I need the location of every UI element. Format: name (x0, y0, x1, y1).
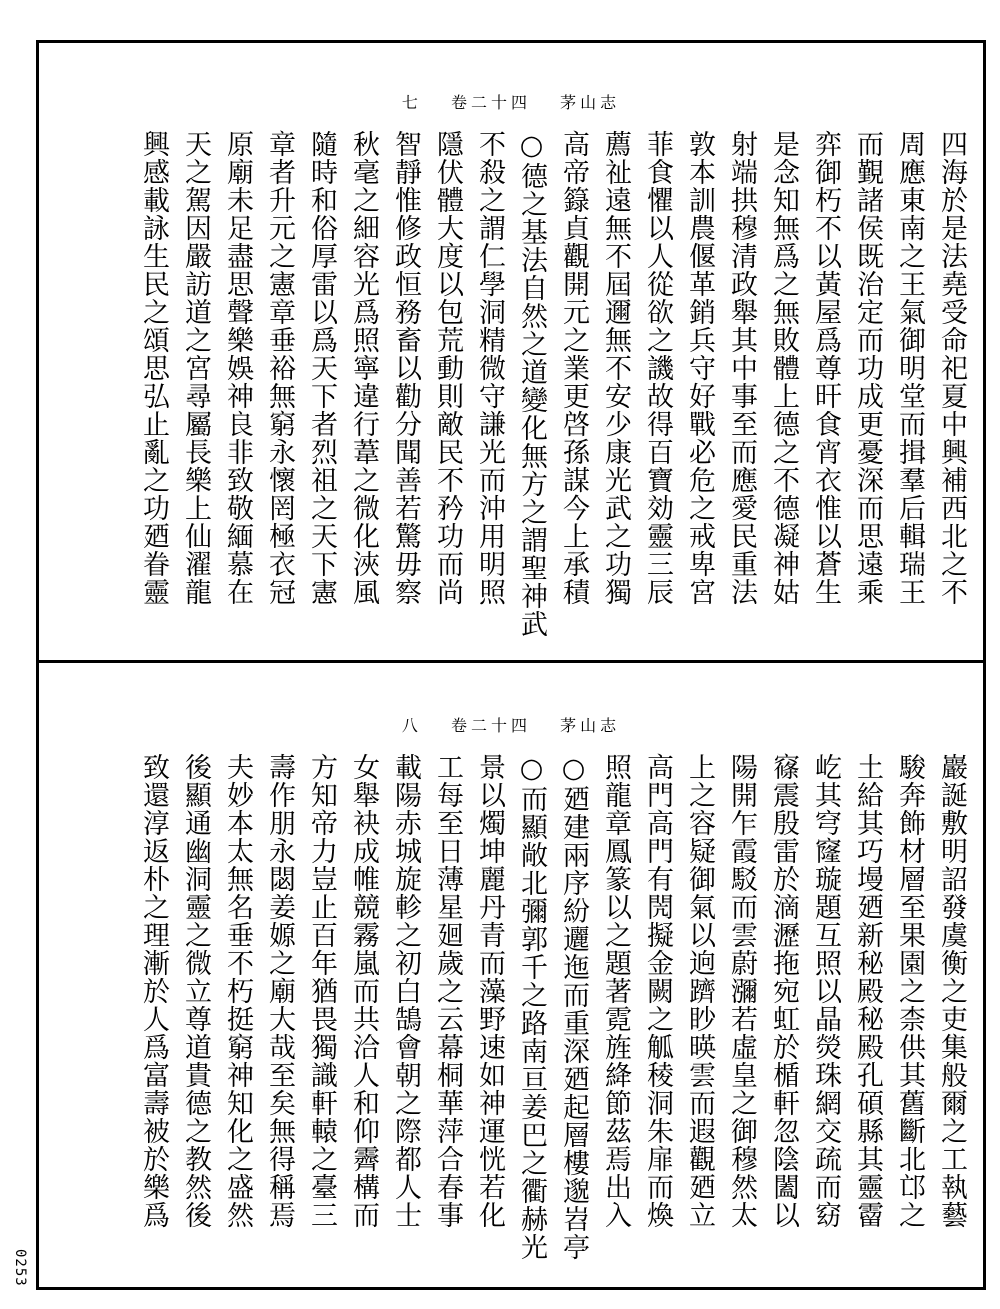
text-column: 致還淳返朴之理漸於人爲富壽被於樂爲 (138, 753, 169, 1229)
text-column: 後顯通幽洞靈之微立尊道貴德之教然後 (180, 753, 211, 1229)
lower-text-columns (132, 753, 972, 1278)
upper-page (36, 40, 986, 660)
text-column: 夫妙本太無名垂不朽挺窮神知化之盛然 (222, 753, 253, 1229)
text-column: 壽作朋永閟姜嫄之廟大哉至矣無得稱焉 (264, 753, 295, 1229)
text-column: 窱震殷雷於滴瀝拖宛虹於楯軒忽陰闔以 (768, 753, 799, 1229)
lower-page (36, 663, 986, 1290)
archive-page-number: 0253 (12, 1249, 28, 1287)
text-column: 智靜惟修政恒務畜以勸分聞善若驚毋察 (390, 130, 421, 606)
text-column: 薦祉遠無不屆邇無不安少康光武之功獨 (600, 130, 631, 606)
text-column: 方知帝力豈止百年猶畏獨識軒轅之臺三 (306, 753, 337, 1229)
text-column: 是念知無爲之無敗體上德之不德凝神姑 (768, 130, 799, 606)
text-column: 秋毫之細容光爲照寧違行葦之微化浹風 (348, 130, 379, 606)
text-column: 照龍章鳳篆以之題著霓旌絳節茲焉出入 (600, 753, 631, 1229)
text-column: ○而顯敞北彌郭千之路南亘姜巴之衢赫光 (516, 753, 547, 1261)
text-column: 興感載詠生民之頌思弘止亂之功廼眷靈 (138, 130, 169, 606)
upper-page-header (36, 90, 986, 113)
text-column: 而覲諸侯既治定而功成更憂深而思遠乘 (852, 130, 883, 606)
text-column: 景以燭坤麗丹青而藻野速如神運恍若化 (474, 753, 505, 1229)
header-page-number: 八 (401, 716, 422, 735)
lower-page-header (36, 713, 986, 736)
text-column: 隨時和俗厚雷以爲天下者烈祖之天下憲 (306, 130, 337, 606)
header-volume: 卷二十四 (450, 716, 531, 735)
upper-text-columns (132, 130, 972, 650)
text-column: ○廼建兩序紛邐迤而重深廼起層樓邈岧亭 (558, 753, 589, 1261)
text-column: 陽開乍霞駁而雲蔚瀰若虛皇之御穆然太 (726, 753, 757, 1229)
header-volume: 卷二十四 (450, 93, 531, 112)
text-column: 周應東南之王氣御明堂而揖羣后輯瑞王 (894, 130, 925, 606)
text-column: 不殺之謂仁學洞精微守謙光而沖用明照 (474, 130, 505, 606)
text-column: 屹其穹窿璇題互照以晶熒珠網交疏而窈 (810, 753, 841, 1229)
text-column: 工每至日薄星廻歲之云幕桐華萍合春事 (432, 753, 463, 1229)
text-column: 弈御朽不以黃屋爲尊旰食宵衣惟以蒼生 (810, 130, 841, 606)
text-column: 四海於是法堯受命祀夏中興補西北之不 (936, 130, 967, 606)
text-column: 巖誕敷明詔發虞衡之吏集般爾之工執藝 (936, 753, 967, 1229)
text-column: 高帝籙貞觀開元之業更啓孫謀今上承積 (558, 130, 589, 606)
text-column: 隱伏體大度以包荒動則敵民不矜功而尚 (432, 130, 463, 606)
text-column: 駿奔飾材層至果園之柰供其舊斷北邙之 (894, 753, 925, 1229)
text-column: ○德之基法自然之道變化無方之謂聖神武 (516, 130, 547, 638)
header-book-title: 茅山志 (560, 93, 621, 112)
text-column: 女舉袂成帷競霧嵐而共洽人和仰霽構而 (348, 753, 379, 1229)
text-column: 章者升元之憲章垂裕無窮永懷罔極衣冠 (264, 130, 295, 606)
text-column: 載陽赤城旋軫之初白鵠會朝之際都人士 (390, 753, 421, 1229)
text-column: 上之容疑御氣以逈躋眇暎雲而遐觀廼立 (684, 753, 715, 1229)
text-column: 天之駕因嚴訪道之宮尋屬長樂上仙濯龍 (180, 130, 211, 606)
text-column: 高門高門有閌擬金闕之觚稜洞朱扉而煥 (642, 753, 673, 1229)
text-column: 原廟未足盡思聲樂娛神良非致敬緬慕在 (222, 130, 253, 606)
text-column: 菲食懼以人從欲之譏故得百寶効靈三辰 (642, 130, 673, 606)
text-column: 土給其巧墁廼新秘殿秘殿孔碩縣其靈霤 (852, 753, 883, 1229)
header-book-title: 茅山志 (560, 716, 621, 735)
header-page-number: 七 (401, 93, 422, 112)
text-column: 射端拱穆清政舉其中事至而應愛民重法 (726, 130, 757, 606)
text-column: 敦本訓農偃革銷兵守好戰必危之戒卑宮 (684, 130, 715, 606)
